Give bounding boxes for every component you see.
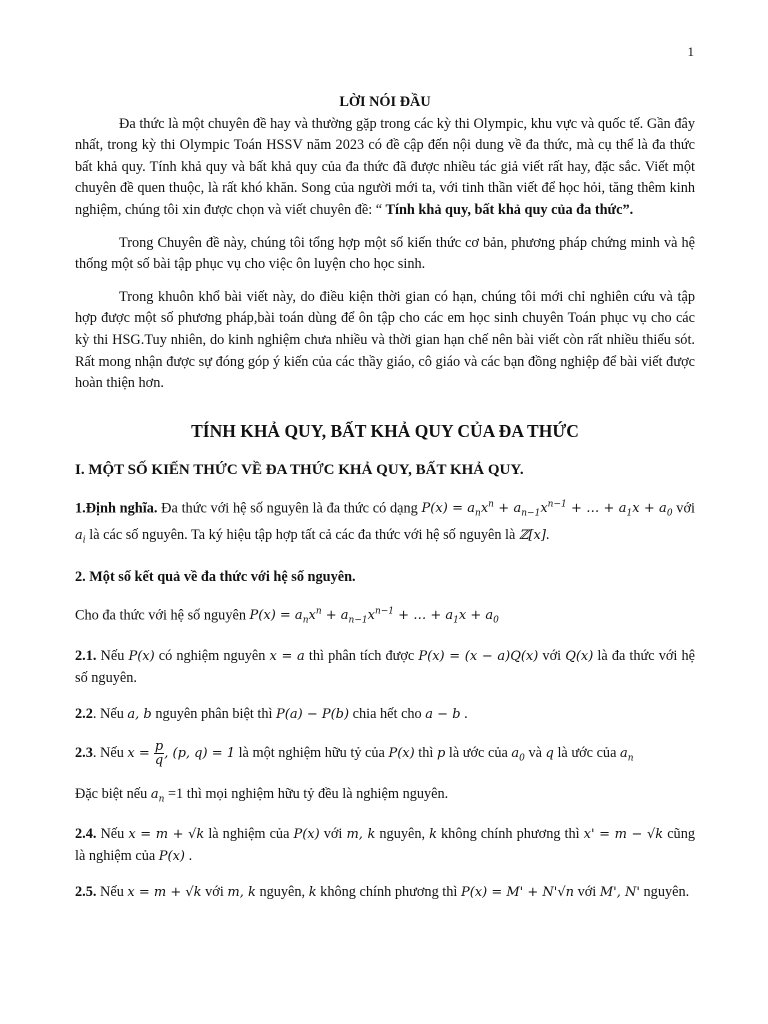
formula-polynomial: $P(x) = a_nx^n + a_{n-1}x^{n-1}$ + … + $a_1x + a_0$ xyxy=(421,499,673,519)
page-number: 1 xyxy=(687,44,694,59)
preface-paragraph-1: Đa thức là một chuyên đề hay và thường gặp trong các kỳ thi Olympic, khu vực và quốc tế. Gần đây nhất, trong kỳ thi Olympic Toán HSSV năm 2023 có đề cập đến nội dung về đa thức, mà cụ thể là đa thức bất khả quy. Tính khả quy và bất khả quy của đa thức đã được nhiều tác giả viết rất hay, đặc sắc. Viết một chuyên đề quen thuộc, là rất khó khăn. Song của người mới ta, với tinh thần viết để học hỏi, tăng thêm kinh nghiệm, chúng tôi xin được chọn và viết chuyên đề: “ Tính khả quy, bất khả quy của đa thức”. xyxy=(75,115,695,218)
definition-label: 1.Định nghĩa. xyxy=(75,500,158,517)
results-heading: 2. Một số kết quả về đa thức với hệ số nguyên. xyxy=(75,568,356,585)
result-2-2: 2.2. Nếu a, b nguyên phân biệt thì P(a) − P(b) chia hết cho a − b . xyxy=(75,705,468,722)
formula-zx: ℤ[x] xyxy=(518,528,546,544)
result-2-3: 2.3. Nếu x = $\frac{p}{q}$ , (p, q) = 1 là một nghiệm hữu tỷ của P(x) thì p là ước của $a_0$ và q là ước của $a_n$ xyxy=(75,738,634,768)
preface-paragraph-3: Trong khuôn khổ bài viết này, do điều kiện thời gian có hạn, chúng tôi mới chỉ nghiên cứu và tập hợp được một số phương pháp,bài toán dùng để ôn tập cho các em học sinh chuyên Toán phục vụ cho các kỳ thi HSG.Tuy nhiên, do kinh nghiệm chưa nhiều và thời gian hạn chế nên bài viết còn rất nhiều thiếu sót. Rất mong nhận được sự đóng góp ý kiến của các thầy giáo, cô giáo và các bạn đồng nghiệp để bài viết được hoàn thiện hơn. xyxy=(75,288,695,392)
result-2-4: 2.4. Nếu x = m + √k là nghiệm của P(x) với m, k nguyên, k không chính phương thì x' = m − √k cũng là nghiệm của P(x) . xyxy=(75,826,696,864)
formula-polynomial-2: $P(x) = a_nx^n + a_{n-1}x^{n-1}$ + … + $a_1x + a_0$ xyxy=(249,606,499,626)
preface-paragraph-2: Trong Chuyên đề này, chúng tôi tổng hợp một số kiến thức cơ bản, phương pháp chứng minh và hệ thống một số bài tập phục vụ cho việc ôn luyện cho học sinh. xyxy=(75,234,695,273)
preface-heading: LỜI NÓI ĐẦU xyxy=(339,94,431,110)
result-2-1: 2.1. Nếu P(x) có nghiệm nguyên x = a thì phân tích được P(x) = (x − a)Q(x) với Q(x) là đa thức với hệ số nguyên. xyxy=(75,648,695,686)
result-2-5: 2.5. Nếu x = m + √k với m, k nguyên, k không chính phương thì P(x) = M' + N'√n với M', N' nguyên. xyxy=(75,883,690,900)
result-2-3-note: Đặc biệt nếu $a_n =1$ thì mọi nghiệm hữu tỷ đều là nghiệm nguyên. xyxy=(75,786,449,805)
definition-paragraph: 1.Định nghĩa. Đa thức với hệ số nguyên là đa thức có dạng $P(x) = a_nx^n + a_{n-1}x^{n-1}$ + … + $a_1x + a_0$ với $a_i$ là các số nguyên. Ta ký hiệu tập hợp tất cả các đa thức với hệ số nguyên là ℤ[x]. xyxy=(75,499,695,547)
results-intro: Cho đa thức với hệ số nguyên $P(x) = a_nx^n + a_{n-1}x^{n-1}$ + … + $a_1x + a_0$ xyxy=(75,606,499,626)
document-body xyxy=(75,92,695,918)
section-1-heading: I. MỘT SỐ KIẾN THỨC VỀ ĐA THỨC KHẢ QUY, BẤT KHẢ QUY. xyxy=(75,462,524,479)
main-title: TÍNH KHẢ QUY, BẤT KHẢ QUY CỦA ĐA THỨC xyxy=(191,420,579,441)
